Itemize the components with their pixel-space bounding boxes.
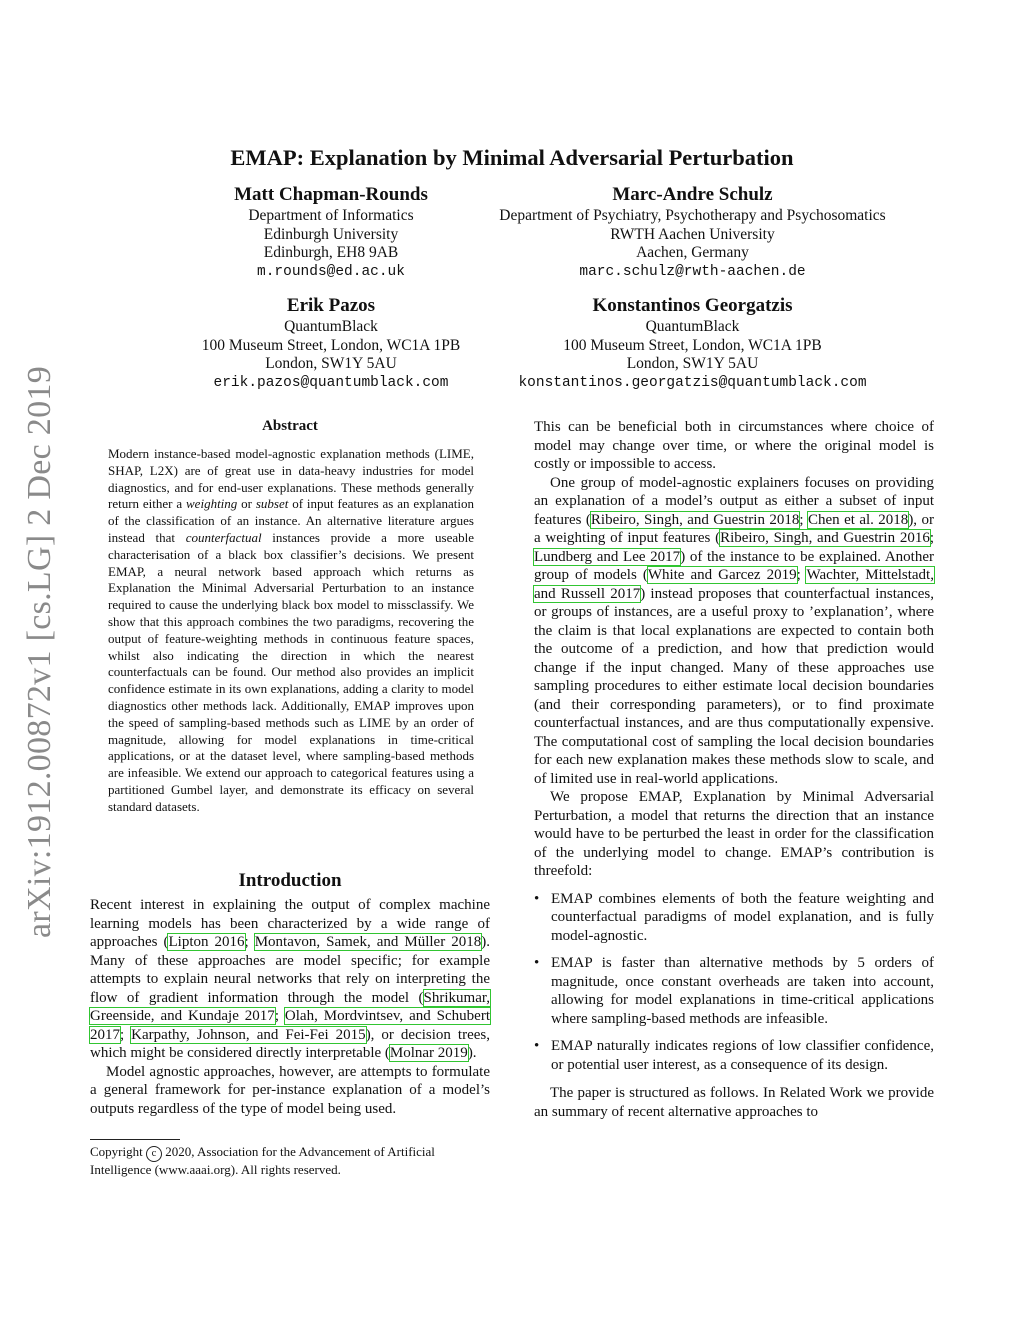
arxiv-stamp-text: arXiv:1912.00872v1 [cs.LG] 2 Dec 2019 [21,366,58,938]
author-affiliation: Department of Informatics [248,207,414,224]
author-block [180,183,482,281]
paragraph: This can be beneficial both in circumstances where choice of model may change over time, or where the original model is costly or impossible to access. [534,419,934,472]
footnote-rule [90,1139,180,1140]
citation-link[interactable]: Molnar 2019 [389,1045,468,1061]
paragraph: We propose EMAP, Explanation by Minimal Adversarial Perturbation, a model that returns the direction that an instance would have to be perturbed the least in order for the classification of the underlying model to change. EMAP’s contribution is threefold: [534,789,934,879]
author-affiliation: QuantumBlack [284,318,378,335]
author-email[interactable]: konstantinos.georgatzis@quantumblack.com [518,374,867,391]
author-name: Konstantinos Georgatzis [592,295,793,316]
citation-link[interactable]: Ribeiro, Singh, and Guestrin 2018 [590,511,800,528]
paragraph: One group of model-agnostic explainers focuses on providing an explanation of a model’s output as either a subset of input features (Ribeiro, Singh, and Guestrin 2018; Chen et al. 2018), or a weighting of input features (Ribeiro, Singh, and Guestrin 2016; Lundberg and Lee 2017) of the instance to be explained. Another group of models (White and Garcez 2019; Wachter, Mittelstadt, and Russell 2017) instead proposes that counterfactual instances, or groups of instances, are a useful proxy to ’explanation’, where the claim is that local explanations are expected to contain both the outcome of a prediction, and how that prediction would change if the input changed. Many of these approaches use sampling procedures to either estimate local decision boundaries (and their corresponding parameters), or to find proximate counterfactual instances, and are thus computationally expensive. The computational cost of sampling the local decision boundaries for each new explanation makes these methods slow to scale, and of limited use in real-world applications. [534,474,935,787]
abstract-text: Modern instance-based model-agnostic explanation methods (LIME, SHAP, L2X) are of great use in data-heavy industries for model diagnostics, and for end-user explanations. These methods generally return either a weighting or subset of input features as an explanation of the classification of an instance. An alternative literature argues instead that counterfactual instances provide a more useable characterisation of a black box classifier’s decisions. We present EMAP, a neural network based approach which returns as Explanation the Minimal Adversarial Perturbation to an instance required to cause the underlying black box model to missclassify. We show that this approach combines the two paradigms, recovering the output of feature-weighting methods in continuous feature spaces, whilst also indicating the direction in which the nearest counterfactuals can be found. Our method also provides an implicit confidence estimate in its own explanations, adding a clarity to model diagnostics other methods lack. Additionally, EMAP improves upon the speed of sampling-based methods such as LIME by an order of magnitude, allowing for model explanations in time-critical applications, or at the dataset level, where sampling-based methods are infeasible. We extend our approach to categorical features using a partitioned Gumbel layer, and demonstrate its efficacy on several standard datasets. [108,446,474,814]
author-email[interactable]: m.rounds@ed.ac.uk [257,263,405,280]
paper-title: EMAP: Explanation by Minimal Adversarial Perturbation [230,145,794,170]
abstract-heading: Abstract [262,418,318,434]
citation-link[interactable]: Montavon, Samek, and Müller 2018 [254,934,482,950]
paragraph: Recent interest in explaining the output of complex machine learning models has been characterized by a wide range of approaches (Lipton 2016; Montavon, Samek, and Müller 2018). Many of these approaches are model specific; for example attempts to explain neural networks that rely on interpreting the flow of gradient information through the model (Shrikumar, Greenside, and Kundaje 2017; Olah, Mordvintsev, and Schubert 2017; Karpathy, Johnson, and Fei-Fei 2015), or decision trees, which might be considered directly interpretable (Molnar 2019). [90,897,491,1061]
author-email[interactable]: erik.pazos@quantumblack.com [213,374,449,391]
author-block [180,294,482,392]
author-address: 100 Museum Street, London, WC1A 1PB [563,336,822,354]
author-name: Matt Chapman-Rounds [234,184,428,205]
author-email[interactable]: marc.schulz@rwth-aachen.de [579,263,806,280]
citation-link[interactable]: White and Garcez 2019 [647,567,797,583]
citation-link[interactable]: Karpathy, Johnson, and Fei-Fei 2015 [131,1026,366,1043]
citation-link[interactable]: Chen et al. 2018 [807,511,909,528]
list-item: • EMAP naturally indicates regions of low classifier confidence, or potential user interest, as a consequence of its design. [534,1037,934,1074]
copyright-icon: c [146,1146,162,1162]
list-item: • EMAP is faster than alternative methods by 5 orders of magnitude, once constant overheads are taken into account, allowing for model explanations in time-critical applications where sampling-based methods are infeasible. [534,954,934,1028]
contribution-list [534,890,934,1075]
author-block [470,183,915,281]
author-affiliation: RWTH Aachen University [610,225,775,243]
citation-link[interactable]: Olah, Mordvintsev, and Schubert 2017 [90,1008,491,1043]
author-address: London, SW1Y 5AU [265,355,397,372]
introduction-text [90,896,490,1118]
author-name: Marc-Andre Schulz [612,184,773,205]
author-affiliation: Edinburgh University [263,225,399,243]
citation-link[interactable]: Ribeiro, Singh, and Guestrin 2016 [720,530,930,546]
author-affiliation: Department of Psychiatry, Psychotherapy and Psychosomatics [499,207,886,224]
author-block [470,294,915,392]
author-address: 100 Museum Street, London, WC1A 1PB [201,336,461,354]
author-affiliation: QuantumBlack [645,318,740,335]
paragraph: The paper is structured as follows. In Related Work we provide an summary of recent alternative approaches to [534,1085,934,1120]
citation-link[interactable]: Lundberg and Lee 2017 [534,548,681,565]
author-address: Aachen, Germany [636,244,749,261]
list-item: • EMAP combines elements of both the feature weighting and counterfactual paradigms of model explanation, and is fully model-agnostic. [534,890,934,946]
author-address: London, SW1Y 5AU [626,355,759,372]
citation-link[interactable]: Shrikumar, Greenside, and Kundaje 2017 [90,989,490,1024]
author-name: Erik Pazos [286,295,376,316]
copyright-footnote: Copyright c 2020, Association for the Advancement of Artificial Intelligence (www.aaai.org). All rights reserved. [90,1144,435,1177]
introduction-heading: Introduction [238,870,342,891]
paragraph: Model agnostic approaches, however, are attempts to formulate a general framework for per-instance explanation of a model’s outputs regardless of the type of model being used. [90,1063,490,1117]
right-column-text [534,418,934,1121]
citation-link[interactable]: Wachter, Mittelstadt, and Russell 2017 [534,567,934,602]
citation-link[interactable]: Lipton 2016 [168,934,245,950]
author-address: Edinburgh, EH8 9AB [263,244,399,261]
